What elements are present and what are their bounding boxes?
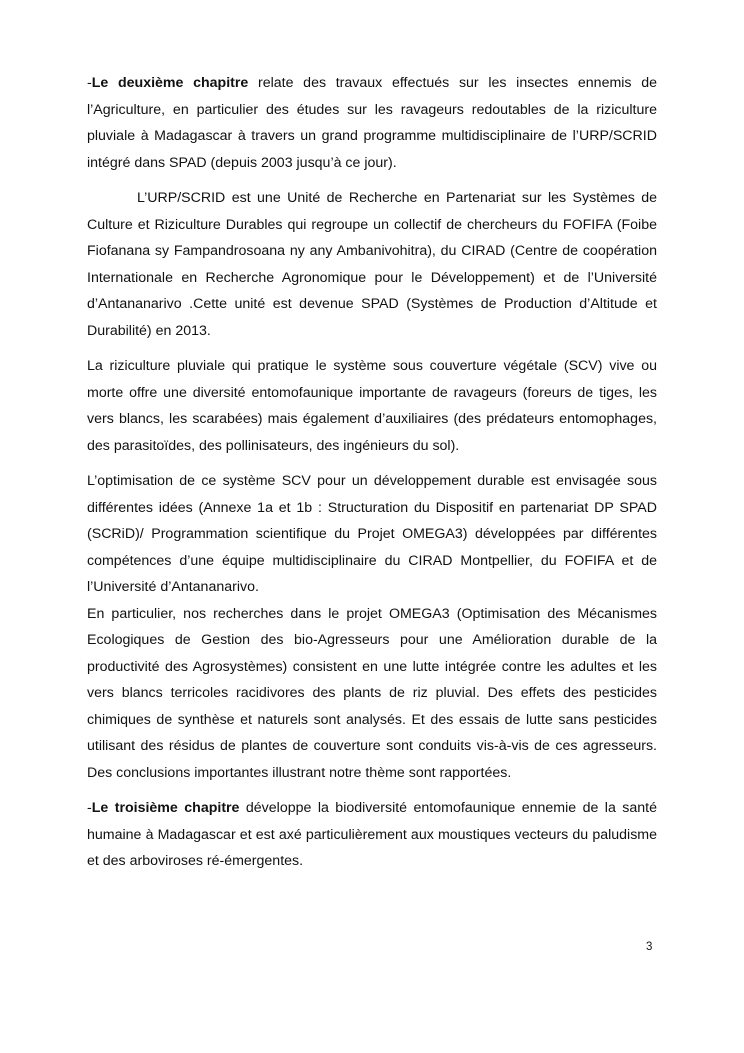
paragraph-prefix: - xyxy=(87,75,92,91)
chapter-heading-deuxieme: Le deuxième chapitre xyxy=(91,75,249,91)
paragraph-deuxieme-chapitre xyxy=(87,70,657,176)
paragraph-riziculture-pluviale: La riziculture pluviale qui pratique le système sous couverture végétale (SCV) vive ou morte offre une diversité entomofaunique importante de ravageurs (foreurs de tiges, les vers blancs, les scarabées) mais également d’auxiliaires (des prédateurs entomophages, des parasitoïdes, des pollinisateurs, des ingénieurs du sol). xyxy=(87,358,657,454)
paragraph-omega3: En particulier, nos recherches dans le projet OMEGA3 (Optimisation des Mécanismes Ecologiques de Gestion des bio-Agresseurs pour une Amélioration durable de la productivité des Agrosystèmes) consistent en une lutte intégrée contre les adultes et les vers blancs terricoles racidivores des plants de riz pluvial. Des effets des pesticides chimiques de synthèse et naturels sont analysés. Et des essais de lutte sans pesticides utilisant des résidus de plantes de couverture sont conduits vis-à-vis de ces agresseurs. Des conclusions importantes illustrant notre thème sont rapportées. xyxy=(87,605,657,781)
paragraph-troisieme-chapitre xyxy=(87,795,657,875)
paragraph-optimisation-scv: L’optimisation de ce système SCV pour un développement durable est envisagée sous différentes idées (Annexe 1a et 1b : Structuration du Dispositif en partenariat DP SPAD (SCRiD)/ Programmation scientifique du Projet OMEGA3) développées par différentes compétences d’une équipe multidisciplinaire du CIRAD Montpellier, du FOFIFA et de l’Université d’Antananarivo. xyxy=(87,473,657,595)
paragraph-urp-scrid: L’URP/SCRID est une Unité de Recherche en Partenariat sur les Systèmes de Culture et Riziculture Durables qui regroupe un collectif de chercheurs du FOFIFA (Foibe Fiofanana sy Fampandrosoana ny any Ambanivohitra), du CIRAD (Centre de coopération Internationale en Recherche Agronomique pour le Développement) et de l’Université d’Antananarivo .Cette unité est devenue SPAD (Systèmes de Production d’Altitude et Durabilité) en 2013. xyxy=(87,190,657,339)
paragraph-prefix: - xyxy=(87,800,92,816)
chapter-heading-troisieme: Le troisième chapitre xyxy=(91,800,240,816)
paragraph-text: développe la biodiversité entomofaunique ennemie de la santé humaine à Madagascar et est axé particulièrement aux moustiques vecteurs du paludisme et des arboviroses ré-émergentes. xyxy=(87,800,657,869)
page-number: 3 xyxy=(646,941,653,953)
paragraph-text: relate des travaux effectués sur les insectes ennemis de l’Agriculture, en particulier des études sur les ravageurs redoutables de la riziculture pluviale à Madagascar à travers un grand programme multidisciplinaire de l’URP/SCRID intégré dans SPAD (depuis 2003 jusqu’à ce jour). xyxy=(87,75,657,171)
document-body xyxy=(87,70,657,875)
